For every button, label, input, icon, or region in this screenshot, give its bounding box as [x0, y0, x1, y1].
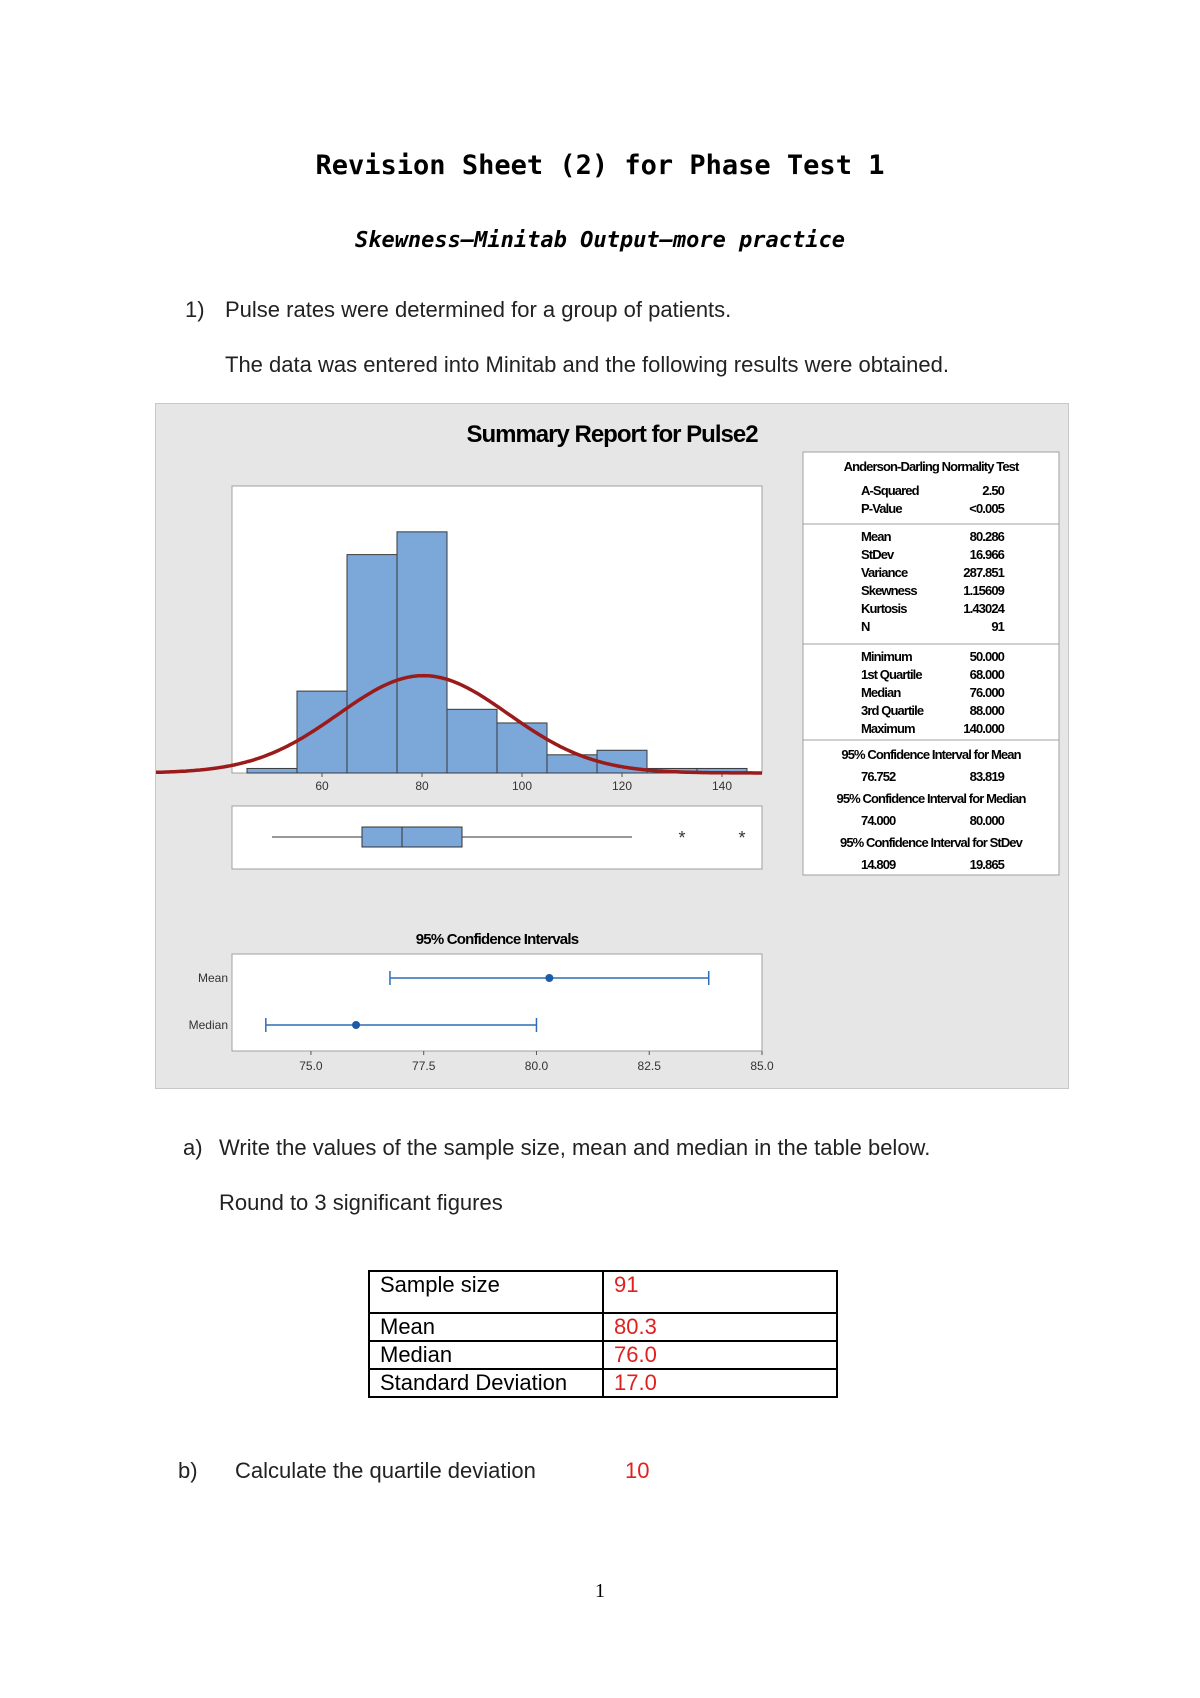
- ci-tick-label: 80.0: [524, 1059, 549, 1073]
- stat-label: Maximum: [861, 721, 915, 736]
- histogram-tick-label: 80: [415, 779, 429, 793]
- histogram-tick-label: 140: [711, 779, 733, 793]
- stat-label: Kurtosis: [861, 601, 907, 616]
- ad-test-heading: Anderson-Darling Normality Test: [843, 459, 1019, 474]
- ci-mean-low: 76.752: [861, 769, 896, 784]
- table-cell-value: 76.0: [603, 1341, 837, 1369]
- ci-label-mean: Mean: [197, 971, 228, 985]
- table-row: [369, 1341, 837, 1369]
- ci-median-heading: 95% Confidence Interval for Median: [836, 791, 1026, 806]
- stat-value: 91: [991, 619, 1004, 634]
- histogram-bar: [247, 768, 297, 773]
- part-a-label: a): [183, 1135, 203, 1160]
- ci-chart-title: 95% Confidence Intervals: [415, 931, 579, 948]
- summary-report-graphic: [156, 404, 1068, 1088]
- part-a-text: Write the values of the sample size, mean and median in the table below.: [219, 1135, 931, 1160]
- stats-table: [803, 452, 1059, 875]
- histogram-bar: [347, 555, 397, 773]
- ci-point: [545, 974, 553, 982]
- stat-value: 1.43024: [963, 601, 1004, 616]
- histogram-tick-label: 120: [611, 779, 633, 793]
- table-cell-value: 80.3: [603, 1313, 837, 1341]
- ci-point: [352, 1021, 360, 1029]
- boxplot-box: [362, 827, 462, 847]
- question-text: Pulse rates were determined for a group of patients.: [225, 297, 732, 322]
- question-number: 1): [185, 297, 205, 322]
- ci-label-median: Median: [188, 1018, 228, 1032]
- stat-label: N: [861, 619, 870, 634]
- report-title: Summary Report for Pulse2: [466, 421, 758, 448]
- part-a-text-2: Round to 3 significant figures: [219, 1190, 503, 1215]
- ci-mean-heading: 95% Confidence Interval for Mean: [841, 747, 1021, 762]
- part-b-text: Calculate the quartile deviation: [235, 1458, 536, 1483]
- histogram-bar: [397, 532, 447, 773]
- stat-value: 68.000: [969, 667, 1004, 682]
- stat-label: 1st Quartile: [861, 667, 922, 682]
- stat-value: 140.000: [963, 721, 1004, 736]
- page-number: 1: [595, 1580, 605, 1602]
- stat-value: 1.15609: [963, 583, 1004, 598]
- table-row: [369, 1271, 837, 1313]
- part-b-answer: 10: [625, 1458, 650, 1483]
- boxplot-outlier: *: [738, 828, 746, 848]
- histogram-tick-label: 60: [315, 779, 329, 793]
- ci-tick-label: 75.0: [299, 1059, 323, 1073]
- table-cell-value: 17.0: [603, 1369, 837, 1397]
- page-subtitle: Skewness—Minitab Output—more practice: [354, 228, 846, 253]
- stat-label: 3rd Quartile: [861, 703, 924, 718]
- stat-value: 2.50: [982, 483, 1004, 498]
- table-cell-label: Mean: [369, 1313, 603, 1341]
- histogram-bar: [497, 723, 547, 773]
- minitab-summary-report: [155, 403, 1069, 1089]
- histogram-tick-label: 100: [511, 779, 533, 793]
- stat-label: Variance: [861, 565, 908, 580]
- table-cell-value: 91: [603, 1271, 837, 1313]
- ci-tick-label: 85.0: [750, 1059, 774, 1073]
- stat-label: Minimum: [861, 649, 912, 664]
- table-cell-label: Median: [369, 1341, 603, 1369]
- stat-value: 88.000: [969, 703, 1004, 718]
- histogram-x-axis: [315, 773, 732, 793]
- ci-tick-label: 82.5: [637, 1059, 661, 1073]
- stat-value: 287.851: [963, 565, 1004, 580]
- ci-stdev-low: 14.809: [861, 857, 896, 872]
- stat-value: 16.966: [969, 547, 1004, 562]
- question-text-2: The data was entered into Minitab and the following results were obtained.: [225, 352, 949, 377]
- stat-value: 50.000: [969, 649, 1004, 664]
- stat-value: 80.286: [969, 529, 1004, 544]
- stat-value: 76.000: [969, 685, 1004, 700]
- table-row: [369, 1313, 837, 1341]
- stat-value: <0.005: [969, 501, 1004, 516]
- stat-label: StDev: [861, 547, 894, 562]
- stat-label: Skewness: [861, 583, 917, 598]
- histogram-bar: [297, 691, 347, 773]
- ci-mean-high: 83.819: [969, 769, 1004, 784]
- ci-panel: [232, 954, 762, 1051]
- histogram-bar: [447, 709, 497, 773]
- stat-label: Median: [861, 685, 901, 700]
- ci-median-low: 74.000: [861, 813, 896, 828]
- answer-table: [368, 1270, 838, 1398]
- ci-tick-label: 77.5: [412, 1059, 436, 1073]
- table-cell-label: Sample size: [369, 1271, 603, 1313]
- ci-stdev-heading: 95% Confidence Interval for StDev: [840, 835, 1022, 850]
- ci-stdev-high: 19.865: [969, 857, 1004, 872]
- ci-x-axis: [299, 1051, 774, 1073]
- boxplot-outlier: *: [678, 828, 686, 848]
- table-row: [369, 1369, 837, 1397]
- page-title: Revision Sheet (2) for Phase Test 1: [315, 150, 885, 181]
- table-cell-label: Standard Deviation: [369, 1369, 603, 1397]
- ci-median-high: 80.000: [969, 813, 1004, 828]
- stat-label: A-Squared: [861, 483, 919, 498]
- part-b-label: b): [178, 1458, 198, 1483]
- stat-label: P-Value: [861, 501, 902, 516]
- stat-label: Mean: [861, 529, 891, 544]
